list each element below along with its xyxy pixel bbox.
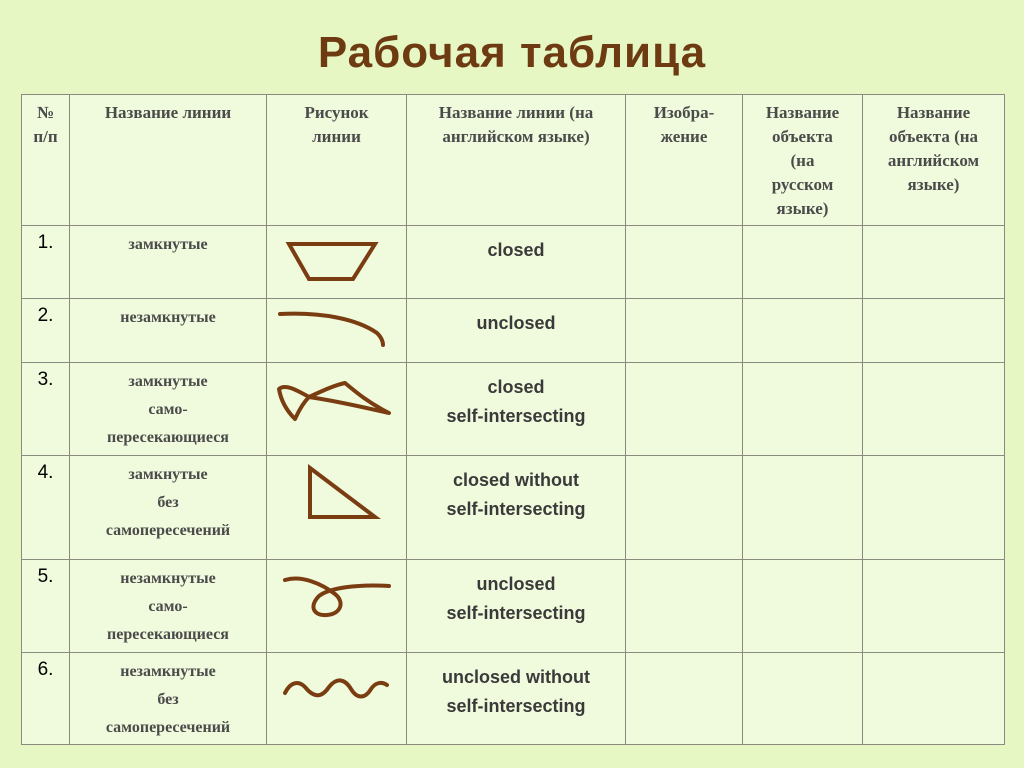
table-row (22, 456, 1005, 560)
row-line-picture (267, 299, 407, 363)
loop-line-icon (267, 560, 406, 652)
row-line-name (70, 299, 267, 363)
header-object-ru-text: объекта (772, 127, 833, 146)
row-image-cell[interactable] (626, 560, 743, 653)
row-number: 3. (22, 363, 70, 456)
row-number: 5. (22, 560, 70, 653)
header-num (22, 95, 70, 226)
row-line-name-en-text: closed (487, 240, 545, 260)
row-object-en-cell[interactable] (863, 560, 1005, 653)
header-object-en-text: Название (896, 103, 971, 122)
table-row (22, 363, 1005, 456)
header-object-name-ru (743, 95, 863, 226)
row-line-name-en (407, 456, 626, 560)
row-line-name-text: незамкнутые (120, 309, 216, 326)
row-image-cell[interactable] (626, 653, 743, 745)
row-line-name (70, 226, 267, 299)
row-line-name-en (407, 363, 626, 456)
table-row (22, 226, 1005, 299)
header-line-picture-text: линии (312, 127, 361, 146)
row-line-name-en-text: self-intersecting (446, 406, 586, 426)
header-line-name (70, 95, 267, 226)
header-image-text: Изобра- (653, 103, 715, 122)
row-line-picture (267, 226, 407, 299)
row-image-cell[interactable] (626, 456, 743, 560)
row-line-name-en-text: unclosed (476, 574, 556, 594)
row-line-name-en-text: self-intersecting (446, 499, 586, 519)
row-number: 2. (22, 299, 70, 363)
row-line-name (70, 456, 267, 560)
header-image-text: жение (660, 127, 708, 146)
row-object-en-cell[interactable] (863, 226, 1005, 299)
row-image-cell[interactable] (626, 226, 743, 299)
header-object-ru-text: (на (790, 151, 815, 170)
row-line-name-text: незамкнутые (120, 570, 216, 587)
row-object-ru-cell[interactable] (743, 456, 863, 560)
row-number: 6. (22, 653, 70, 745)
row-line-name-en-text: self-intersecting (446, 603, 586, 623)
row-line-name-en-text: unclosed without (442, 667, 590, 687)
table-header-row (22, 95, 1005, 226)
row-object-ru-cell[interactable] (743, 560, 863, 653)
row-line-name-en (407, 226, 626, 299)
row-line-name-text: самопересечений (105, 522, 231, 539)
row-line-name-text: без (157, 494, 179, 511)
page-title: Рабочая таблица (317, 28, 707, 77)
header-object-ru-text: русском (771, 175, 834, 194)
row-line-name-text: пересекающиеся (107, 626, 229, 643)
row-number: 1. (22, 226, 70, 299)
worksheet-table (21, 94, 1005, 745)
row-object-en-cell[interactable] (863, 363, 1005, 456)
row-line-name-text: самопересечений (105, 719, 231, 736)
row-line-name-text: замкнутые (128, 236, 208, 253)
header-line-name-text: Название линии (104, 103, 232, 122)
row-image-cell[interactable] (626, 363, 743, 456)
row-line-name (70, 363, 267, 456)
table-row (22, 653, 1005, 745)
trapezoid-line-icon (267, 226, 406, 298)
row-line-picture (267, 653, 407, 745)
row-object-en-cell[interactable] (863, 653, 1005, 745)
header-line-picture-text: Рисунок (304, 103, 369, 122)
row-number: 4. (22, 456, 70, 560)
row-line-name-en (407, 299, 626, 363)
header-object-name-en (863, 95, 1005, 226)
table-row (22, 560, 1005, 653)
header-object-en-text: объекта (на (888, 127, 979, 146)
row-line-name-en (407, 560, 626, 653)
row-line-name-text: незамкнутые (120, 663, 216, 680)
row-line-name-en-text: unclosed (476, 313, 556, 333)
row-object-en-cell[interactable] (863, 299, 1005, 363)
row-line-name-text: замкнутые (128, 466, 208, 483)
row-line-name-text: пересекающиеся (107, 429, 229, 446)
row-line-picture (267, 363, 407, 456)
row-line-name-text: само- (148, 401, 188, 418)
row-object-ru-cell[interactable] (743, 653, 863, 745)
row-line-picture (267, 560, 407, 653)
header-line-name-en-text: Название линии (на (438, 103, 594, 122)
row-object-ru-cell[interactable] (743, 226, 863, 299)
row-line-name-en-text: closed without (453, 470, 579, 490)
header-image (626, 95, 743, 226)
header-line-picture (267, 95, 407, 226)
row-line-name-en-text: self-intersecting (446, 696, 586, 716)
row-line-name-text: само- (148, 598, 188, 615)
header-num-line: № (36, 103, 55, 122)
self-intersecting-closed-line-icon (267, 363, 406, 455)
row-image-cell[interactable] (626, 299, 743, 363)
header-object-ru-text: языке) (776, 199, 829, 218)
row-object-ru-cell[interactable] (743, 299, 863, 363)
triangle-line-icon (267, 456, 406, 559)
row-line-name-en-text: closed (487, 377, 545, 397)
header-object-en-text: английском (887, 151, 980, 170)
table-row (22, 299, 1005, 363)
wave-line-icon (267, 653, 406, 744)
header-num-line: п/п (33, 127, 58, 146)
row-line-name (70, 560, 267, 653)
row-object-ru-cell[interactable] (743, 363, 863, 456)
row-line-name-en (407, 653, 626, 745)
row-line-picture (267, 456, 407, 560)
row-line-name-text: замкнутые (128, 373, 208, 390)
header-line-name-en-text: английском языке) (442, 127, 590, 146)
row-line-name (70, 653, 267, 745)
header-object-en-text: языке) (907, 175, 960, 194)
row-object-en-cell[interactable] (863, 456, 1005, 560)
header-line-name-en (407, 95, 626, 226)
arc-line-icon (267, 299, 406, 362)
header-object-ru-text: Название (765, 103, 840, 122)
row-line-name-text: без (157, 691, 179, 708)
